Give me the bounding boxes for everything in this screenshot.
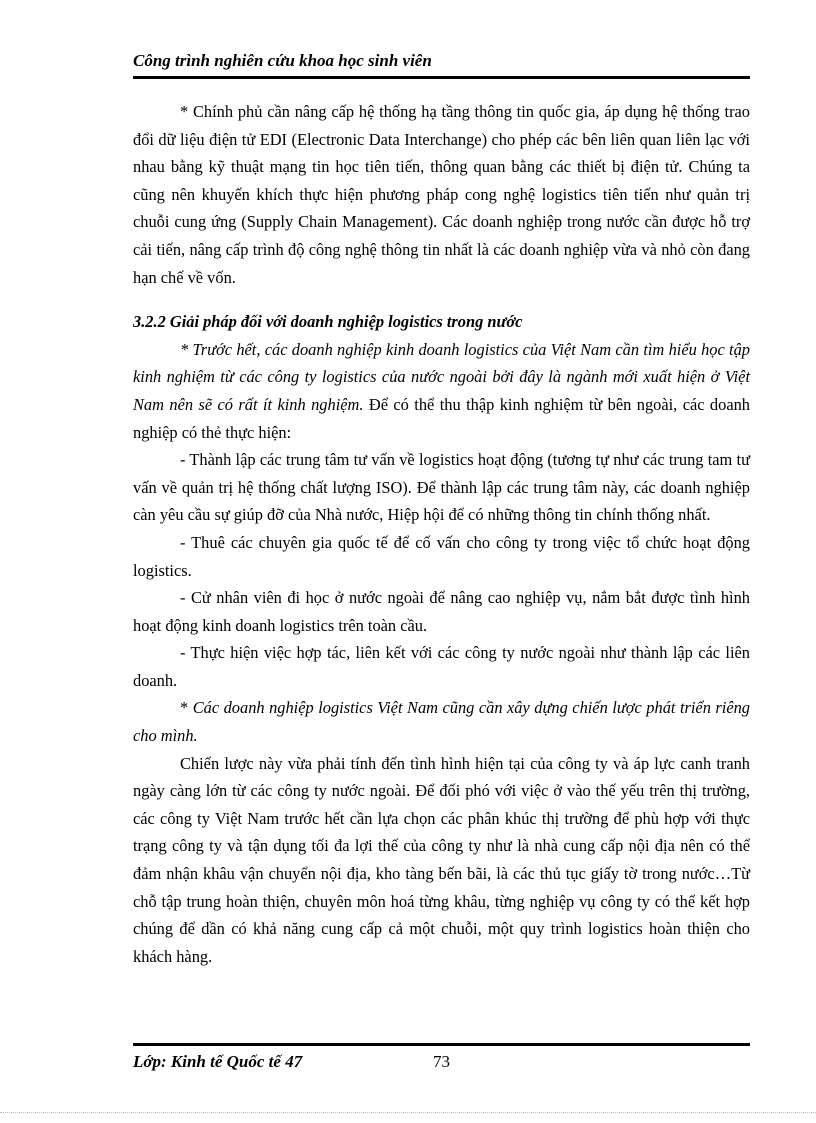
footer-rule (133, 1043, 750, 1046)
page-footer (133, 1050, 750, 1074)
strategy-star: * (180, 698, 193, 718)
paragraph-learning-italic: * Trước hết, các doanh nghiệp kinh doanh logistics của Việt Nam cần tìm hiểu học tập kinh nghiệm từ các công ty logistics của nước ngoài bởi đây là ngành mới xuất hiện ở Việt Nam nên sẽ có rất ít kinh nghiệm. (133, 339, 750, 414)
header-rule (133, 76, 750, 79)
list-item-consulting-centers: - Thành lập các trung tâm tư vấn về logistics hoạt động (tương tự như các trung tam tư vấn về quản trị hệ thống chất lượng ISO). Để thành lập các trung tâm này, các doanh nghiệp càn yêu cầu sự giúp đỡ của Nhà nước, Hiệp hội để có những thông tin chính thống nhất. (133, 450, 750, 525)
paragraph-government: * Chính phủ cần nâng cấp hệ thống hạ tầng thông tin quốc gia, áp dụng hệ thống trao đổi dữ liệu điện tử EDI (Electronic Data Interchange) cho phép các bên liên quan liên lạc với nhau bằng kỹ thuật mạng tin học tiên tiến, thông quan bằng các thiết bị điện tử. Chúng ta cũng nên khuyến khích thực hiện phương pháp cong nghệ logistics tiên tiến như quản trị chuỗi cung ứng (Supply Chain Management). Các doanh nghiệp trong nước cần được hỗ trợ cải tiến, nâng cấp trình độ công nghệ thông tin nhất là các doanh nghiệp vừa và nhỏ còn đang hạn chế về vốn. (133, 102, 750, 287)
paragraph-strategy: Chiến lược này vừa phải tính đến tình hình hiện tại của công ty và áp lực canh tranh ngày càng lớn từ các công ty nước ngoài. Để đối phó với việc ở vào thế yếu trên thị trường, các công ty Việt Nam trước hết cần lựa chọn các phân khúc thị trường để phù hợp với thực trạng công ty và tận dụng tối đa lợi thế của công ty như là nhà cung cấp nội địa nên có thể đảm nhận khâu vận chuyển nội địa, kho tàng bến bãi, là các thủ tục giấy tờ trong nước…Từ chỗ tập trung hoàn thiện, chuyên môn hoá từng khâu, từng nghiệp vụ công ty có thể kết hợp chúng để dần có khả năng cung cấp cả một chuỗi, một quy trình logistics hoàn thiện cho khách hàng. (133, 753, 750, 966)
section-heading: 3.2.2 Giải pháp đối với doanh nghiệp logistics trong nước (133, 312, 523, 332)
page-body (133, 98, 750, 970)
page-number: 73 (433, 1052, 450, 1071)
paragraph-learning-rest: Để có thể thu thập kinh nghiệm từ bên ngoài, các doanh nghiệp có thẻ thực hiện: (133, 394, 750, 442)
class-label: Lớp: Kinh tế Quốc tế 47 (133, 1052, 303, 1071)
page-edge-divider (0, 1112, 816, 1113)
paragraph-strategy-title (133, 694, 750, 749)
running-header: Công trình nghiên cứu khoa học sinh viên (133, 51, 432, 70)
list-item-training-abroad: - Cử nhân viên đi học ở nước ngoài để nâng cao nghiệp vụ, nắm bắt được tình hình hoạt động kinh doanh logistics trên toàn cầu. (133, 588, 750, 635)
list-item-experts: - Thuê các chuyên gia quốc tế để cố vấn cho công ty trong việc tổ chức hoạt động logistics. (133, 532, 750, 580)
strategy-italic: Các doanh nghiệp logistics Việt Nam cũng cần xây dựng chiến lược phát triển riêng cho mình. (133, 698, 750, 746)
list-item-joint-ventures: - Thực hiện việc hợp tác, liên kết với các công ty nước ngoài như thành lập các liên doanh. (133, 643, 750, 690)
paragraph-learning (133, 336, 750, 446)
